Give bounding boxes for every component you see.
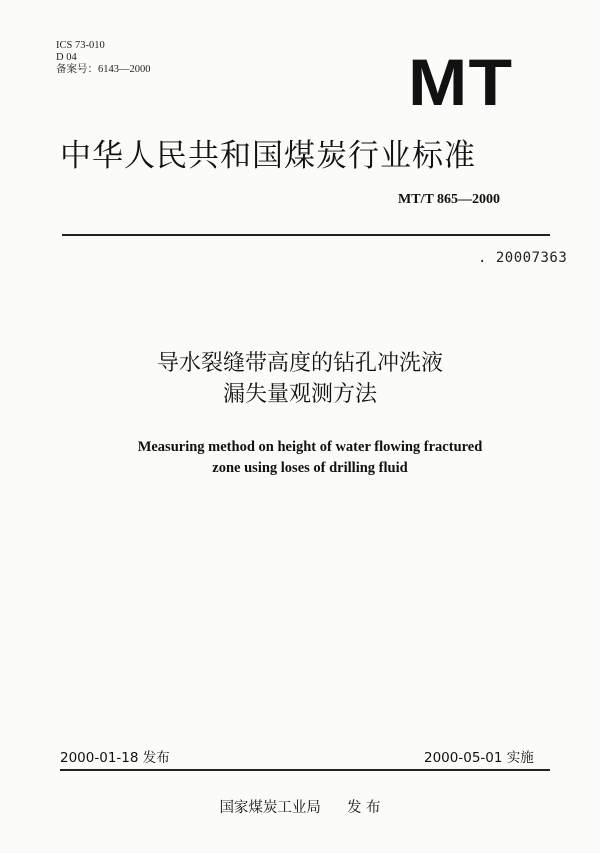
chinese-title-line-2: 漏失量观测方法 bbox=[222, 382, 377, 407]
ccs-code: D 04 bbox=[56, 52, 77, 63]
chinese-title-line-1: 导水裂缝带高度的钻孔冲洗液 bbox=[156, 351, 443, 376]
english-title-line-2: zone using loses of drilling fluid bbox=[212, 460, 408, 476]
footer-divider bbox=[60, 769, 550, 771]
classification-block bbox=[56, 40, 151, 76]
filing-number: 备案号：6143—2000 bbox=[56, 64, 151, 75]
issue-date: 2000-01-18 发布 bbox=[60, 750, 170, 766]
english-title-line-1: Measuring method on height of water flowing fractured bbox=[137, 439, 483, 455]
standard-code: MT/T 865—2000 bbox=[398, 192, 501, 207]
chinese-title bbox=[0, 348, 600, 410]
standard-category-title: 中华人民共和国煤炭行业标准 bbox=[60, 138, 476, 174]
header-divider bbox=[62, 234, 550, 236]
ics-code: ICS 73-010 bbox=[56, 40, 105, 51]
stamp-number: . 20007363 bbox=[478, 250, 568, 266]
publisher-action: 发 布 bbox=[346, 800, 381, 816]
english-title bbox=[0, 437, 600, 479]
implementation-date: 2000-05-01 实施 bbox=[424, 750, 534, 766]
mt-logo: MT bbox=[408, 45, 514, 119]
publisher-name: 国家煤炭工业局 bbox=[219, 800, 321, 816]
publisher-line bbox=[0, 796, 600, 817]
